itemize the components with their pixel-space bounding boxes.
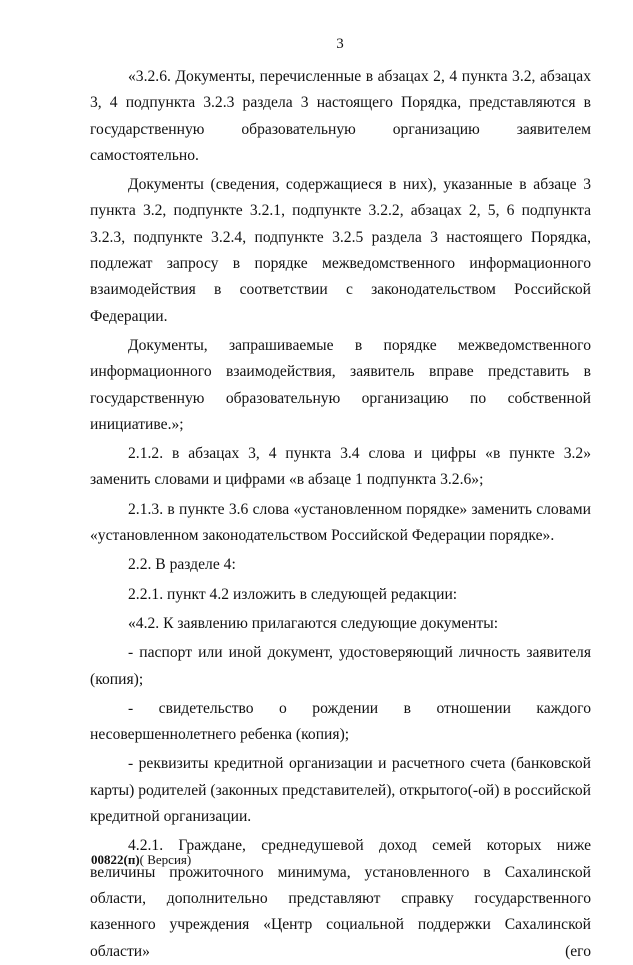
paragraph-2-1-3: 2.1.3. в пункте 3.6 слова «установленном порядке» заменить словами «установленном законодательством Российской Федерации порядке». (90, 500, 591, 545)
document-footer (91, 852, 191, 868)
page-number: 3 (336, 36, 344, 52)
document-code: 00822(п) (91, 852, 140, 867)
list-item-birth-certificate: - свидетельство о рождении в отношении каждого несовершеннолетнего ребенка (копия); (90, 699, 591, 744)
list-item-bank-details: - реквизиты кредитной организации и расчетного счета (банковской карты) родителей (законных представителей), открытого(-ой) в российской кредитной организации. (90, 755, 591, 826)
paragraph-4-2-1: 4.2.1. Граждане, среднедушевой доход семей которых ниже величины прожиточного минимума, установленного в Сахалинской области, дополнительно представляют справку государственного казенного учреждения «Центр социальной поддержки Сахалинской области» (его (90, 837, 591, 960)
paragraph-interagency-request: Документы (сведения, содержащиеся в них), указанные в абзаце 3 пункта 3.2, подпункте 3.2.1, подпункте 3.2.2, абзацах 2, 5, 6 подпункта 3.2.3, подпункте 3.2.4, подпункте 3.2.5 раздела 3 настоящего Порядка, подлежат запросу в порядке межведомственного информационного взаимодействия в соответствии с законодательством Российской Федерации. (90, 176, 591, 325)
list-item-passport: - паспорт или иной документ, удостоверяющий личность заявителя (копия); (90, 644, 591, 688)
paragraph-2-1-2: 2.1.2. в абзацах 3, 4 пункта 3.4 слова и цифры «в пункте 3.2» заменить словами и цифрами «в абзаце 1 подпункта 3.2.6»; (90, 445, 591, 489)
paragraph-own-initiative: Документы, запрашиваемые в порядке межведомственного информационного взаимодействия, заявитель вправе представить в государственную образовательную организацию по собственной инициативе.»; (90, 336, 591, 433)
paragraph-2-2-1: 2.2.1. пункт 4.2 изложить в следующей редакции: (128, 585, 458, 603)
paragraph-3-2-6: «3.2.6. Документы, перечисленные в абзацах 2, 4 пункта 3.2, абзацах 3, 4 подпункта 3.2.3 раздела 3 настоящего Порядка, представляются в государственную образовательную организацию заявителем самостоятельно. (90, 68, 591, 164)
version-label: ( Версия) (139, 852, 192, 867)
paragraph-4-2: «4.2. К заявлению прилагаются следующие документы: (128, 614, 499, 632)
document-body (90, 64, 591, 965)
paragraph-2-2: 2.2. В разделе 4: (128, 556, 236, 574)
